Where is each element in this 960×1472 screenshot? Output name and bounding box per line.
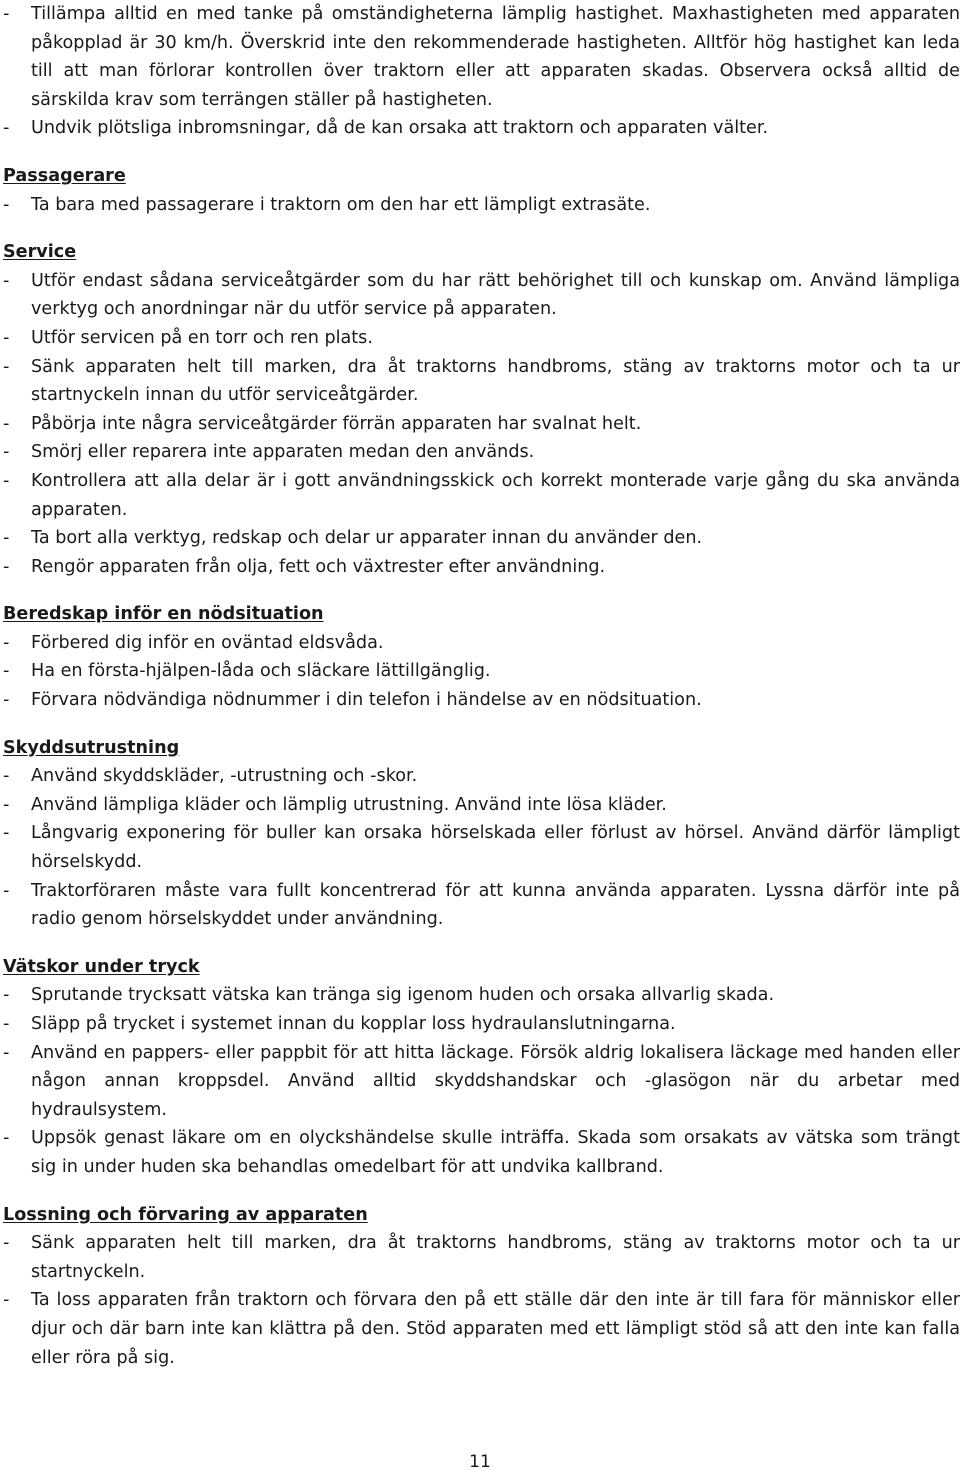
list-item (0, 353, 960, 410)
list-item (0, 877, 960, 934)
list-item-text: Kontrollera att alla delar är i gott användningsskick och korrekt monterade varje gång du ska använda apparaten. (31, 470, 960, 520)
bullet-dash: - (3, 1014, 10, 1034)
list-item (0, 1286, 960, 1372)
list-item (0, 410, 960, 439)
bullet-dash: - (3, 880, 10, 901)
bullet-dash: - (3, 1042, 10, 1063)
list-item-text: Släpp på trycket i systemet innan du kopplar loss hydraulanslutningarna. (31, 1014, 676, 1034)
bullet-dash: - (3, 556, 10, 577)
bullet-dash: - (3, 270, 10, 291)
list-item-text: Ha en första-hjälpen-låda och släckare lättillgänglig. (31, 661, 491, 682)
bullet-dash: - (3, 413, 10, 434)
list-item (0, 524, 960, 553)
section-heading: Passagerare (3, 165, 126, 186)
list-item-text: Sänk apparaten helt till marken, dra åt traktorns handbroms, stäng av traktorns motor och ta ur startnyckeln innan du utför serviceåtgärder. (31, 356, 960, 406)
list-item-text: Rengör apparaten från olja, fett och växtrester efter användning. (31, 556, 606, 577)
list-item-text: Ta bort alla verktyg, redskap och delar ur apparater innan du använder den. (31, 528, 703, 549)
section (0, 600, 960, 714)
list-item-text: Förvara nödvändiga nödnummer i din telefon i händelse av en nödsituation. (31, 690, 702, 711)
list-item (0, 981, 960, 1010)
list-item-text: Sprutande trycksatt vätska kan tränga sig igenom huden och orsaka allvarlig skada. (31, 985, 775, 1006)
bullet-dash: - (3, 528, 10, 549)
list-item-text: Påbörja inte några serviceåtgärder förrän apparaten har svalnat helt. (31, 413, 642, 434)
intro-list (0, 0, 960, 143)
list-item (0, 629, 960, 658)
list-item (0, 791, 960, 820)
list-item (0, 114, 960, 143)
bullet-dash: - (3, 661, 10, 682)
list-item-text: Ta loss apparaten från traktorn och förvara den på ett ställe där den inte är till fara för människor eller djur och där barn inte kan klättra på den. Stöd apparaten med ett lämpligt stöd så att den inte kan falla eller röra på sig. (31, 1290, 960, 1368)
page-number: 11 (469, 1452, 491, 1472)
bullet-dash: - (3, 823, 10, 844)
bullet-dash: - (3, 194, 10, 215)
section (0, 162, 960, 219)
list-item (0, 1010, 960, 1039)
bullet-dash: - (3, 766, 10, 787)
list-item (0, 1039, 960, 1125)
list-item (0, 686, 960, 715)
bullet-dash: - (3, 442, 10, 463)
section-heading: Vätskor under tryck (3, 956, 200, 977)
list-item-text: Uppsök genast läkare om en olyckshändelse skulle inträffa. Skada som orsakats av vätska som trängt sig in under huden ska behandlas omedelbart för att undvika kallbrand. (31, 1128, 960, 1177)
section-heading: Service (3, 242, 77, 263)
list-item (0, 0, 960, 114)
bullet-dash: - (3, 118, 10, 139)
list-item-text: Använd lämpliga kläder och lämplig utrustning. Använd inte lösa kläder. (31, 794, 667, 815)
section (0, 238, 960, 581)
list-item-text: Förbered dig inför en oväntad eldsvåda. (31, 632, 384, 653)
section-heading: Beredskap inför en nödsituation (3, 604, 324, 625)
list-item-text: Använd en pappers- eller pappbit för att hitta läckage. Försök aldrig lokalisera läckage med handen eller någon annan kroppsdel. Använd alltid skyddshandskar och -glasögon när du arbetar med hydraulsystem. (31, 1042, 960, 1120)
list-item-text: Ta bara med passagerare i traktorn om den har ett lämpligt extrasäte. (31, 194, 651, 215)
bullet-dash: - (3, 470, 10, 491)
list-item (0, 1229, 960, 1286)
list-item (0, 191, 960, 220)
bullet-dash: - (3, 690, 10, 711)
list-item-text: Sänk apparaten helt till marken, dra åt traktorns handbroms, stäng av traktorns motor och ta ur startnyckeln. (31, 1233, 960, 1282)
list-item (0, 324, 960, 353)
list-item-text: Utför servicen på en torr och ren plats. (31, 327, 373, 348)
bullet-dash: - (3, 1233, 10, 1254)
bullet-dash: - (3, 4, 10, 24)
list-item-text: Undvik plötsliga inbromsningar, då de kan orsaka att traktorn och apparaten välter. (31, 118, 769, 139)
list-item (0, 657, 960, 686)
list-item (0, 553, 960, 582)
bullet-dash: - (3, 327, 10, 348)
bullet-dash: - (3, 985, 10, 1006)
list-item (0, 762, 960, 791)
list-item (0, 1124, 960, 1181)
list-item-text: Långvarig exponering för buller kan orsaka hörselskada eller förlust av hörsel. Använd därför lämpligt hörselskydd. (31, 823, 960, 873)
list-item (0, 467, 960, 524)
bullet-dash: - (3, 632, 10, 653)
bullet-dash: - (3, 794, 10, 815)
list-item (0, 267, 960, 324)
bullet-dash: - (3, 1128, 10, 1149)
list-item-text: Utför endast sådana serviceåtgärder som du har rätt behörighet till och kunskap om. Använd lämpliga verktyg och anordningar när du utför service på apparaten. (31, 270, 960, 320)
list-item-text: Smörj eller reparera inte apparaten medan den används. (31, 442, 535, 463)
section (0, 953, 960, 1182)
section-heading: Skyddsutrustning (3, 737, 180, 758)
list-item-text: Traktorföraren måste vara fullt koncentrerad för att kunna använda apparaten. Lyssna därför inte på radio genom hörselskyddet under användning. (31, 880, 960, 930)
bullet-dash: - (3, 356, 10, 377)
section-heading: Lossning och förvaring av apparaten (3, 1204, 368, 1225)
section (0, 734, 960, 934)
section (0, 1201, 960, 1373)
list-item-text: Använd skyddskläder, -utrustning och -skor. (31, 766, 418, 787)
list-item (0, 438, 960, 467)
list-item-text: Tillämpa alltid en med tanke på omständigheterna lämplig hastighet. Maxhastigheten med apparaten påkopplad är 30 km/h. Överskrid inte den rekommenderade hastigheten. Alltför hög hastighet kan leda till att man förlorar kontrollen över traktorn eller att apparaten skadas. Observera också alltid de särskilda krav som terrängen ställer på hastigheten. (31, 4, 960, 110)
bullet-dash: - (3, 1290, 10, 1311)
list-item (0, 819, 960, 876)
